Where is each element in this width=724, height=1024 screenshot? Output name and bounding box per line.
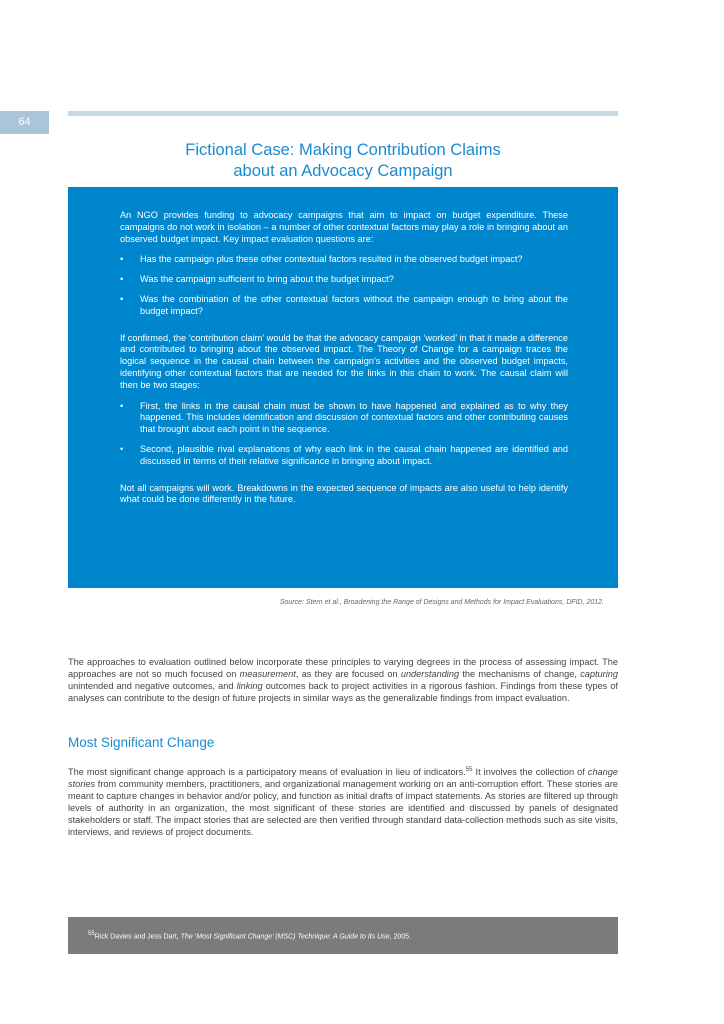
case-box	[68, 187, 618, 588]
footnote-bar	[68, 917, 618, 954]
evaluation-questions-list	[120, 254, 568, 317]
case-title	[68, 140, 618, 182]
msc-paragraph: The most significant change approach is a participatory means of evaluation in lieu of indicators.$^{55}$ It involves the collection of change stories from community members, practitioners, and organizational management working on an anti-corruption effort. These stories are meant to capture changes in behavior and/or policy, and function as initial drafts of impact statements. As stories are filtered up through levels of authority in an organization, the most significant of these stories are identified and discussed by panels of designated stakeholders or staff. The impact stories that are selected are then verified through standard data-collection methods such as site visits, interviews, and reviews of project documents.	[68, 767, 618, 837]
footnote-text: $^{55}$Rick Davies and Jess Dart, The ‘Most Significant Change’ (MSC) Technique: A Guide to Its Use, 2005.	[88, 931, 412, 941]
stages-list	[120, 401, 568, 468]
bullet-icon: •	[120, 274, 124, 285]
case-title-line-1: Fictional Case: Making Contribution Claims	[185, 141, 501, 159]
bullet-icon: •	[120, 254, 124, 265]
stage-text: Second, plausible rival explanations of why each link in the causal chain happened are identified and discussed in terms of their relative significance in bringing about impact.	[140, 443, 568, 466]
source-citation: Source: Stern et al., Broadening the Range of Designs and Methods for Impact Evaluations, DFID, 2012.	[279, 599, 604, 606]
list-item	[120, 294, 568, 318]
section-heading: Most Significant Change	[68, 735, 215, 750]
list-item	[120, 444, 568, 468]
question-text: Was the combination of the other contextual factors without the campaign enough to bring about the budget impact?	[140, 293, 568, 316]
case-title-line-2: about an Advocacy Campaign	[233, 162, 453, 180]
footnote-number: 55	[88, 931, 95, 937]
list-item	[120, 254, 568, 266]
page-number: 64	[0, 111, 49, 134]
approaches-paragraph: The approaches to evaluation outlined below incorporate these principles to varying degrees in the process of assessing impact. The approaches are not so much focused on measurement, as they are focused on understanding the mechanisms of change, capturing unintended and negative outcomes, and linking outcomes back to project activities in a rigorous fashion. Findings from these types of analyses can contribute to the design of future projects in similar ways as the generalizable findings from impact evaluation.	[68, 657, 618, 703]
bullet-icon: •	[120, 400, 124, 411]
question-text: Has the campaign plus these other contextual factors resulted in the observed budget impact?	[140, 254, 523, 265]
bullet-icon: •	[120, 443, 124, 454]
list-item	[120, 274, 568, 286]
footnote-reference[interactable]: 55	[465, 767, 473, 773]
question-text: Was the campaign sufficient to bring about the budget impact?	[140, 274, 394, 285]
list-item	[120, 401, 568, 436]
bullet-icon: •	[120, 293, 124, 304]
confirmation-paragraph: If confirmed, the ‘contribution claim’ would be that the advocacy campaign ‘worked’ in that it made a difference and contributed to bringing about the observed impact. The Theory of Change for a campaign traces the logical sequence in the causal chain between the campaign’s activities and the observed budget impacts, identifying other contextual factors that are needed for the links in this chain to work. The causal claim will then be two stages:	[120, 332, 568, 390]
case-intro: An NGO provides funding to advocacy campaigns that aim to impact on budget expenditure. These campaigns do not work in isolation – a number of other contextual factors may play a role in bringing about an observed budget impact. Key impact evaluation questions are:	[120, 210, 568, 244]
closing-paragraph: Not all campaigns will work. Breakdowns in the expected sequence of impacts are also useful to help identify what could be done differently in the future.	[120, 482, 568, 505]
top-divider	[68, 111, 618, 116]
stage-text: First, the links in the causal chain must be shown to have happened and explained as to why they happened. This includes identification and discussion of contextual factors and other contributing causes that brought about each point in the sequence.	[140, 400, 568, 435]
